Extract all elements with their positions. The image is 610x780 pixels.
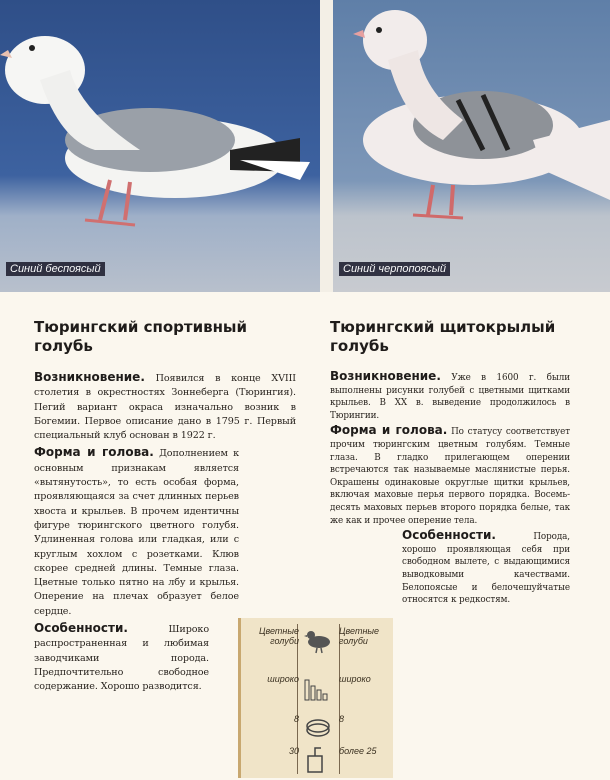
spread-left: широко: [267, 674, 299, 684]
photo-gutter: [320, 0, 333, 292]
box-icon: [303, 746, 333, 774]
group-left: Цветные голуби: [258, 626, 299, 646]
bar-chart-icon: [303, 674, 333, 702]
features-lead: Особенности.: [34, 621, 128, 636]
origin-text: Появился в конце XVIII столетия в окрестностях Зоннеберга (Тюрингия). Пегий вариант окраса изначально возник в Богемии. Первое описание дано в 1795 г. Первый специальный клуб основан в 1922 г.: [34, 373, 296, 442]
ring-icon: [303, 714, 333, 742]
form-text: Дополнением к основным признакам является «вытянутость», то есть особая форма, проявляющаяся за счет длинных перьев хвоста и крыльев. В прочем идентичны фигуре тюрингского цветного голубя. Удлиненная голова или гладкая, или с круглым хохлом с розетками. Клюв скорее средней длины. Темные глаза. Цветные только пятно на лбу и крылья. Оперение на плечах образует белое сердце.: [34, 448, 239, 617]
group-right: Цветные голуби: [339, 626, 380, 646]
origin-lead: Возникновение.: [330, 369, 441, 383]
features-text: Порода, хорошо проявляющая себя при свободном вылете, с выдающимися выводковыми качествами. Белопоясые и белочешуйчатые относятся к редкостям.: [402, 532, 570, 606]
features-paragraph: [34, 621, 209, 694]
pigeon-illustration: [333, 0, 610, 292]
weight-left: 30: [288, 746, 299, 756]
origin-paragraph: [34, 370, 296, 443]
photo-blue-barless-pigeon: [0, 0, 320, 292]
ring-left: 8: [293, 714, 299, 724]
ring-right: 8: [339, 714, 345, 724]
form-paragraph: [330, 424, 570, 527]
features-paragraph: [402, 529, 570, 607]
article-title: Тюрингский спортивный голубь: [34, 318, 248, 355]
origin-lead: Возникновение.: [34, 370, 145, 384]
form-lead: Форма и голова.: [34, 445, 154, 460]
article-right: [330, 318, 570, 609]
pigeon-icon: [303, 626, 333, 654]
origin-paragraph: [330, 370, 570, 422]
photo-caption: Синий черпопоясый: [339, 262, 450, 276]
form-paragraph: [34, 445, 239, 619]
origin-text: Уже в 1600 г. были выполнены рисунки голубей с цветными щитками крыльев. В XX в. выведение продолжилось в Тюрингии.: [330, 373, 570, 421]
spread-right: широко: [339, 674, 371, 684]
photo-caption: Синий беспоясый: [6, 262, 105, 276]
features-text: Широко распространенная и любимая заводчиками порода. Предпочтительно свободное содержание. Хорошо разводится.: [34, 624, 209, 693]
form-text: По статусу соответствует прочим тюрингским цветным голубям. Темные глаза. В гладко прилегающем оперении встречаются так называемые маслянистые перья. Окрашены одинаковые округлые щитки крыльев, включая маховые перья первого порядка. Восемь-десять маховых перьев второго порядка белые, так же как и прочее оперение тела.: [330, 427, 570, 526]
weight-right: более 25: [339, 746, 377, 756]
photo-blue-black-barred-pigeon: [333, 0, 610, 292]
form-lead: Форма и голова.: [330, 423, 448, 438]
article-title: Тюрингский щитокрылый голубь: [330, 318, 556, 355]
pigeon-illustration: [0, 0, 320, 292]
breed-info-box: [238, 618, 393, 778]
features-lead: Особенности.: [402, 528, 496, 543]
